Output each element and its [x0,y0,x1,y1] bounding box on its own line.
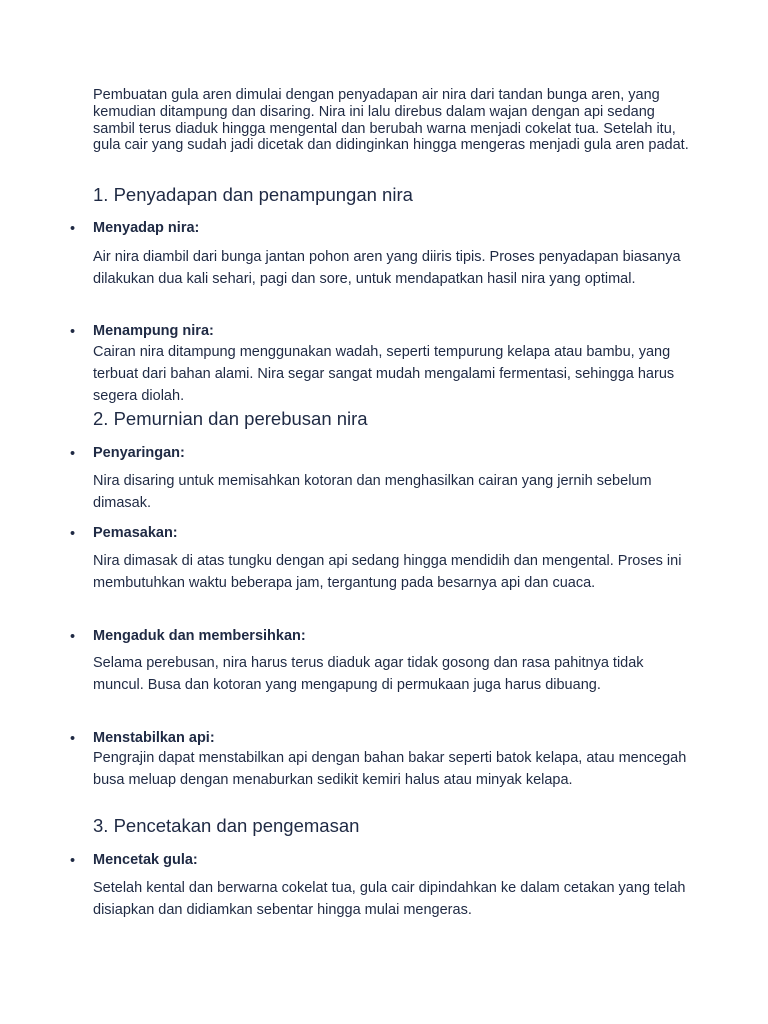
item-text-mencetak: Setelah kental dan berwarna cokelat tua, gula cair dipindahkan ke dalam cetakan yang telah disiapkan dan didiamkan sebentar hingga mulai mengeras. [93,880,686,918]
bullet-icon: • [70,731,76,747]
intro-paragraph: Pembuatan gula aren dimulai dengan penyadapan air nira dari tandan bunga aren, yang kemudian ditampung dan disaring. Nira ini lalu direbus dalam wajan dengan api sedang sambil terus diaduk hingga mengental dan berubah warna menjadi cokelat tua. Setelah itu, gula cair yang sudah jadi dicetak dan didinginkan hingga mengeras menjadi gula aren padat. [93,87,689,154]
item-title-mengaduk: Mengaduk dan membersihkan: [93,628,306,644]
item-title-menampung: Menampung nira: [93,323,214,339]
bullet-icon: • [70,446,76,462]
section-heading-2: 2. Pemurnian dan perebusan nira [93,408,368,429]
bullet-icon: • [70,853,76,869]
bullet-icon: • [70,629,76,645]
item-text-penyaringan: Nira disaring untuk memisahkan kotoran dan menghasilkan cairan yang jernih sebelum dimasak. [93,473,652,511]
item-title-mencetak: Mencetak gula: [93,852,198,868]
item-title-pemasakan: Pemasakan: [93,525,178,541]
item-text-menstabilkan: Pengrajin dapat menstabilkan api dengan bahan bakar seperti batok kelapa, atau mencegah busa meluap dengan menaburkan sedikit kemiri halus atau minyak kelapa. [93,750,687,788]
item-text-menampung: Cairan nira ditampung menggunakan wadah, seperti tempurung kelapa atau bambu, yang terbuat dari bahan alami. Nira segar sangat mudah mengalami fermentasi, sehingga harus segera diolah. [93,344,675,404]
bullet-icon: • [70,526,76,542]
bullet-icon: • [70,324,76,340]
item-title-menyadap: Menyadap nira: [93,220,200,236]
section-heading-3: 3. Pencetakan dan pengemasan [93,815,360,836]
item-text-pemasakan: Nira dimasak di atas tungku dengan api sedang hingga mendidih dan mengental. Proses ini membutuhkan waktu beberapa jam, tergantung pada besarnya api dan cuaca. [93,553,682,591]
section-heading-1: 1. Penyadapan dan penampungan nira [93,184,413,205]
item-title-penyaringan: Penyaringan: [93,445,185,461]
item-text-menyadap: Air nira diambil dari bunga jantan pohon aren yang diiris tipis. Proses penyadapan biasanya dilakukan dua kali sehari, pagi dan sore, untuk mendapatkan hasil nira yang optimal. [93,249,681,287]
item-text-mengaduk: Selama perebusan, nira harus terus diaduk agar tidak gosong dan rasa pahitnya tidak muncul. Busa dan kotoran yang mengapung di permukaan juga harus dibuang. [93,655,644,693]
bullet-icon: • [70,221,76,237]
item-title-menstabilkan: Menstabilkan api: [93,730,215,746]
